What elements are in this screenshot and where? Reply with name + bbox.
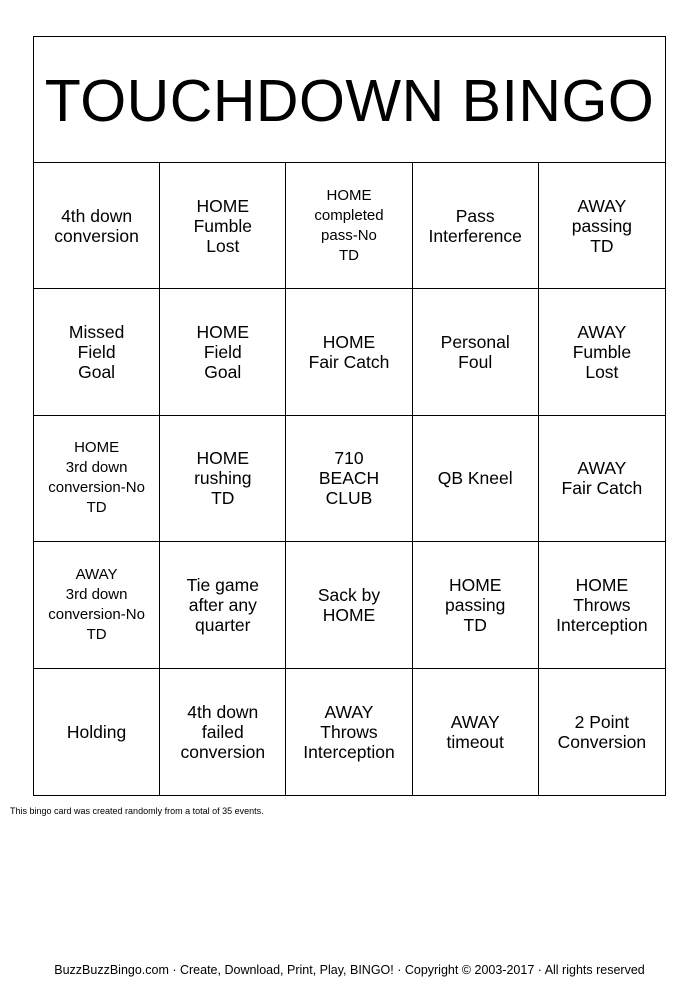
bingo-cell-r1c1: 4th down conversion [34, 163, 160, 289]
bingo-cell-r5c2: 4th down failed conversion [160, 669, 286, 795]
bingo-cell-r5c5: 2 Point Conversion [557, 711, 647, 752]
bingo-cell-r3c5: AWAY Fair Catch [539, 416, 665, 542]
bingo-cell-r5c4: AWAY timeout [413, 669, 539, 795]
bingo-cell-r4c1: AWAY 3rd down conversion-No TD [34, 542, 160, 668]
bingo-cell-r1c4: Pass Interference [413, 163, 539, 289]
bingo-card [33, 36, 666, 796]
bingo-cell-r2c3: HOME Fair Catch [286, 289, 412, 415]
bingo-cell-r4c5: HOME Throws Interception [539, 542, 665, 668]
bingo-cell-r4c3: Sack by HOME [286, 542, 412, 668]
bingo-cell-r2c5: AWAY Fumble Lost [539, 289, 665, 415]
bingo-cell-r5c3: AWAY Throws Interception [286, 669, 412, 795]
footer-copyright: BuzzBuzzBingo.com · Create, Download, Print, Play, BINGO! · Copyright © 2003-2017 · All rights reserved [54, 963, 645, 977]
bingo-cell-r3c4: QB Kneel [413, 416, 539, 542]
bingo-cell-r2c4: Personal Foul [413, 289, 539, 415]
bingo-cell-r5c1: Holding [34, 669, 160, 795]
bingo-cell-r4c2: Tie game after any quarter [160, 542, 286, 668]
bingo-cell-r4c4: HOME passing TD [413, 542, 539, 668]
bingo-cell-r3c3: 710 BEACH CLUB [286, 416, 412, 542]
bingo-cell-r3c2: HOME rushing TD [160, 416, 286, 542]
bingo-cell-r3c1: HOME 3rd down conversion-No TD [34, 416, 160, 542]
card-title: TOUCHDOWN BINGO [34, 37, 665, 163]
bingo-cell-r1c3: HOME completed pass-No TD [286, 163, 412, 289]
generation-note: This bingo card was created randomly from a total of 35 events. [10, 806, 264, 816]
bingo-cell-r1c2: HOME Fumble Lost [160, 163, 286, 289]
bingo-cell-r2c2: HOME Field Goal [160, 289, 286, 415]
bingo-grid [34, 163, 665, 795]
bingo-cell-r2c1: Missed Field Goal [34, 289, 160, 415]
bingo-cell-r1c5: AWAY passing TD [539, 163, 665, 289]
